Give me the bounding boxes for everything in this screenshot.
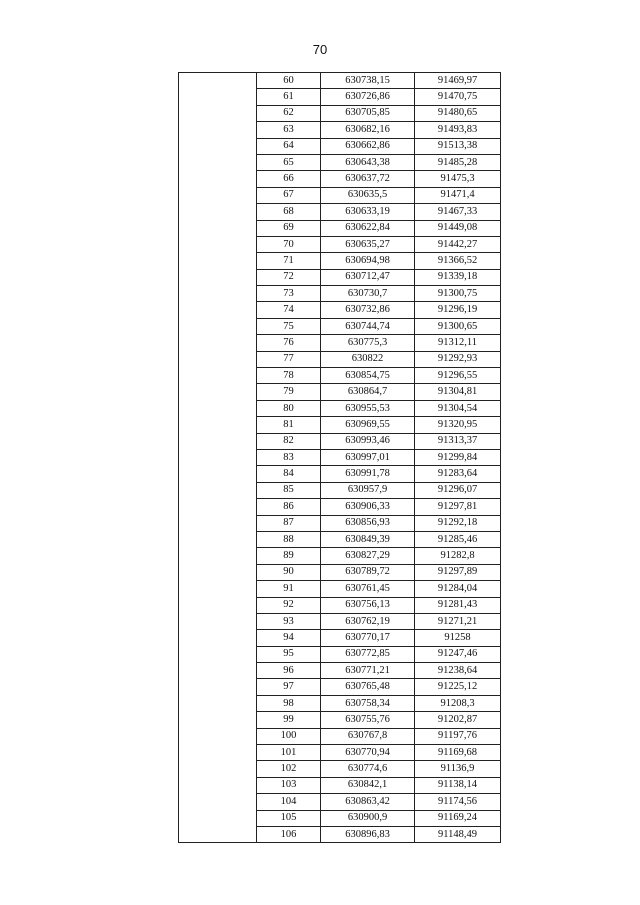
- table-row: [179, 73, 501, 89]
- point-number-cell: 79: [257, 384, 321, 400]
- point-number-cell: 85: [257, 482, 321, 498]
- x-coordinate-cell: 630991,78: [321, 466, 415, 482]
- x-coordinate-cell: 630730,7: [321, 286, 415, 302]
- x-coordinate-cell: 630770,94: [321, 745, 415, 761]
- point-number-cell: 82: [257, 433, 321, 449]
- x-coordinate-cell: 630842,1: [321, 777, 415, 793]
- x-coordinate-cell: 630761,45: [321, 581, 415, 597]
- y-coordinate-cell: 91271,21: [415, 613, 501, 629]
- y-coordinate-cell: 91283,64: [415, 466, 501, 482]
- y-coordinate-cell: 91304,81: [415, 384, 501, 400]
- y-coordinate-cell: 91485,28: [415, 154, 501, 170]
- y-coordinate-cell: 91136,9: [415, 761, 501, 777]
- point-number-cell: 103: [257, 777, 321, 793]
- blank-merged-cell: [179, 73, 257, 843]
- y-coordinate-cell: 91297,81: [415, 499, 501, 515]
- x-coordinate-cell: 630622,84: [321, 220, 415, 236]
- x-coordinate-cell: 630896,83: [321, 826, 415, 842]
- y-coordinate-cell: 91480,65: [415, 105, 501, 121]
- point-number-cell: 63: [257, 122, 321, 138]
- x-coordinate-cell: 630770,17: [321, 630, 415, 646]
- page-number: 70: [312, 42, 328, 57]
- y-coordinate-cell: 91282,8: [415, 548, 501, 564]
- point-number-cell: 72: [257, 269, 321, 285]
- x-coordinate-cell: 630758,34: [321, 695, 415, 711]
- y-coordinate-cell: 91300,75: [415, 286, 501, 302]
- point-number-cell: 91: [257, 581, 321, 597]
- y-coordinate-cell: 91470,75: [415, 89, 501, 105]
- y-coordinate-cell: 91284,04: [415, 581, 501, 597]
- x-coordinate-cell: 630765,48: [321, 679, 415, 695]
- y-coordinate-cell: 91313,37: [415, 433, 501, 449]
- point-number-cell: 92: [257, 597, 321, 613]
- y-coordinate-cell: 91297,89: [415, 564, 501, 580]
- y-coordinate-cell: 91339,18: [415, 269, 501, 285]
- y-coordinate-cell: 91169,24: [415, 810, 501, 826]
- point-number-cell: 73: [257, 286, 321, 302]
- y-coordinate-cell: 91467,33: [415, 204, 501, 220]
- y-coordinate-cell: 91292,18: [415, 515, 501, 531]
- x-coordinate-cell: 630772,85: [321, 646, 415, 662]
- x-coordinate-cell: 630635,27: [321, 236, 415, 252]
- point-number-cell: 104: [257, 794, 321, 810]
- point-number-cell: 64: [257, 138, 321, 154]
- point-number-cell: 94: [257, 630, 321, 646]
- point-number-cell: 81: [257, 417, 321, 433]
- x-coordinate-cell: 630705,85: [321, 105, 415, 121]
- point-number-cell: 71: [257, 253, 321, 269]
- point-number-cell: 77: [257, 351, 321, 367]
- point-number-cell: 100: [257, 728, 321, 744]
- y-coordinate-cell: 91138,14: [415, 777, 501, 793]
- y-coordinate-cell: 91300,65: [415, 318, 501, 334]
- point-number-cell: 66: [257, 171, 321, 187]
- point-number-cell: 67: [257, 187, 321, 203]
- point-number-cell: 78: [257, 368, 321, 384]
- point-number-cell: 87: [257, 515, 321, 531]
- y-coordinate-cell: 91285,46: [415, 531, 501, 547]
- y-coordinate-cell: 91148,49: [415, 826, 501, 842]
- y-coordinate-cell: 91471,4: [415, 187, 501, 203]
- x-coordinate-cell: 630643,38: [321, 154, 415, 170]
- x-coordinate-cell: 630775,3: [321, 335, 415, 351]
- x-coordinate-cell: 630863,42: [321, 794, 415, 810]
- x-coordinate-cell: 630997,01: [321, 449, 415, 465]
- y-coordinate-cell: 91258: [415, 630, 501, 646]
- point-number-cell: 99: [257, 712, 321, 728]
- x-coordinate-cell: 630694,98: [321, 253, 415, 269]
- point-number-cell: 69: [257, 220, 321, 236]
- point-number-cell: 101: [257, 745, 321, 761]
- x-coordinate-cell: 630637,72: [321, 171, 415, 187]
- point-number-cell: 60: [257, 73, 321, 89]
- x-coordinate-cell: 630854,75: [321, 368, 415, 384]
- x-coordinate-cell: 630856,93: [321, 515, 415, 531]
- point-number-cell: 65: [257, 154, 321, 170]
- y-coordinate-cell: 91296,55: [415, 368, 501, 384]
- coordinates-table-body: [179, 73, 501, 843]
- point-number-cell: 93: [257, 613, 321, 629]
- point-number-cell: 98: [257, 695, 321, 711]
- x-coordinate-cell: 630827,29: [321, 548, 415, 564]
- point-number-cell: 76: [257, 335, 321, 351]
- point-number-cell: 89: [257, 548, 321, 564]
- point-number-cell: 105: [257, 810, 321, 826]
- x-coordinate-cell: 630633,19: [321, 204, 415, 220]
- x-coordinate-cell: 630767,8: [321, 728, 415, 744]
- x-coordinate-cell: 630635,5: [321, 187, 415, 203]
- y-coordinate-cell: 91202,87: [415, 712, 501, 728]
- y-coordinate-cell: 91281,43: [415, 597, 501, 613]
- point-number-cell: 96: [257, 663, 321, 679]
- point-number-cell: 83: [257, 449, 321, 465]
- y-coordinate-cell: 91299,84: [415, 449, 501, 465]
- x-coordinate-cell: 630900,9: [321, 810, 415, 826]
- x-coordinate-cell: 630969,55: [321, 417, 415, 433]
- y-coordinate-cell: 91169,68: [415, 745, 501, 761]
- x-coordinate-cell: 630726,86: [321, 89, 415, 105]
- x-coordinate-cell: 630682,16: [321, 122, 415, 138]
- x-coordinate-cell: 630993,46: [321, 433, 415, 449]
- y-coordinate-cell: 91225,12: [415, 679, 501, 695]
- y-coordinate-cell: 91197,76: [415, 728, 501, 744]
- y-coordinate-cell: 91296,07: [415, 482, 501, 498]
- y-coordinate-cell: 91493,83: [415, 122, 501, 138]
- point-number-cell: 88: [257, 531, 321, 547]
- x-coordinate-cell: 630957,9: [321, 482, 415, 498]
- y-coordinate-cell: 91449,08: [415, 220, 501, 236]
- y-coordinate-cell: 91513,38: [415, 138, 501, 154]
- point-number-cell: 95: [257, 646, 321, 662]
- x-coordinate-cell: 630822: [321, 351, 415, 367]
- point-number-cell: 61: [257, 89, 321, 105]
- x-coordinate-cell: 630762,19: [321, 613, 415, 629]
- y-coordinate-cell: 91320,95: [415, 417, 501, 433]
- x-coordinate-cell: 630774,6: [321, 761, 415, 777]
- y-coordinate-cell: 91469,97: [415, 73, 501, 89]
- point-number-cell: 102: [257, 761, 321, 777]
- x-coordinate-cell: 630789,72: [321, 564, 415, 580]
- point-number-cell: 97: [257, 679, 321, 695]
- point-number-cell: 75: [257, 318, 321, 334]
- y-coordinate-cell: 91312,11: [415, 335, 501, 351]
- x-coordinate-cell: 630662,86: [321, 138, 415, 154]
- coordinates-table: [178, 72, 501, 843]
- y-coordinate-cell: 91442,27: [415, 236, 501, 252]
- y-coordinate-cell: 91304,54: [415, 400, 501, 416]
- x-coordinate-cell: 630732,86: [321, 302, 415, 318]
- point-number-cell: 86: [257, 499, 321, 515]
- x-coordinate-cell: 630744,74: [321, 318, 415, 334]
- x-coordinate-cell: 630755,76: [321, 712, 415, 728]
- x-coordinate-cell: 630712,47: [321, 269, 415, 285]
- point-number-cell: 68: [257, 204, 321, 220]
- x-coordinate-cell: 630906,33: [321, 499, 415, 515]
- point-number-cell: 106: [257, 826, 321, 842]
- y-coordinate-cell: 91292,93: [415, 351, 501, 367]
- x-coordinate-cell: 630738,15: [321, 73, 415, 89]
- point-number-cell: 62: [257, 105, 321, 121]
- y-coordinate-cell: 91208,3: [415, 695, 501, 711]
- point-number-cell: 84: [257, 466, 321, 482]
- y-coordinate-cell: 91247,46: [415, 646, 501, 662]
- x-coordinate-cell: 630756,13: [321, 597, 415, 613]
- x-coordinate-cell: 630955,53: [321, 400, 415, 416]
- point-number-cell: 74: [257, 302, 321, 318]
- x-coordinate-cell: 630771,21: [321, 663, 415, 679]
- y-coordinate-cell: 91174,56: [415, 794, 501, 810]
- y-coordinate-cell: 91475,3: [415, 171, 501, 187]
- x-coordinate-cell: 630864,7: [321, 384, 415, 400]
- x-coordinate-cell: 630849,39: [321, 531, 415, 547]
- y-coordinate-cell: 91296,19: [415, 302, 501, 318]
- point-number-cell: 80: [257, 400, 321, 416]
- y-coordinate-cell: 91366,52: [415, 253, 501, 269]
- point-number-cell: 90: [257, 564, 321, 580]
- point-number-cell: 70: [257, 236, 321, 252]
- y-coordinate-cell: 91238,64: [415, 663, 501, 679]
